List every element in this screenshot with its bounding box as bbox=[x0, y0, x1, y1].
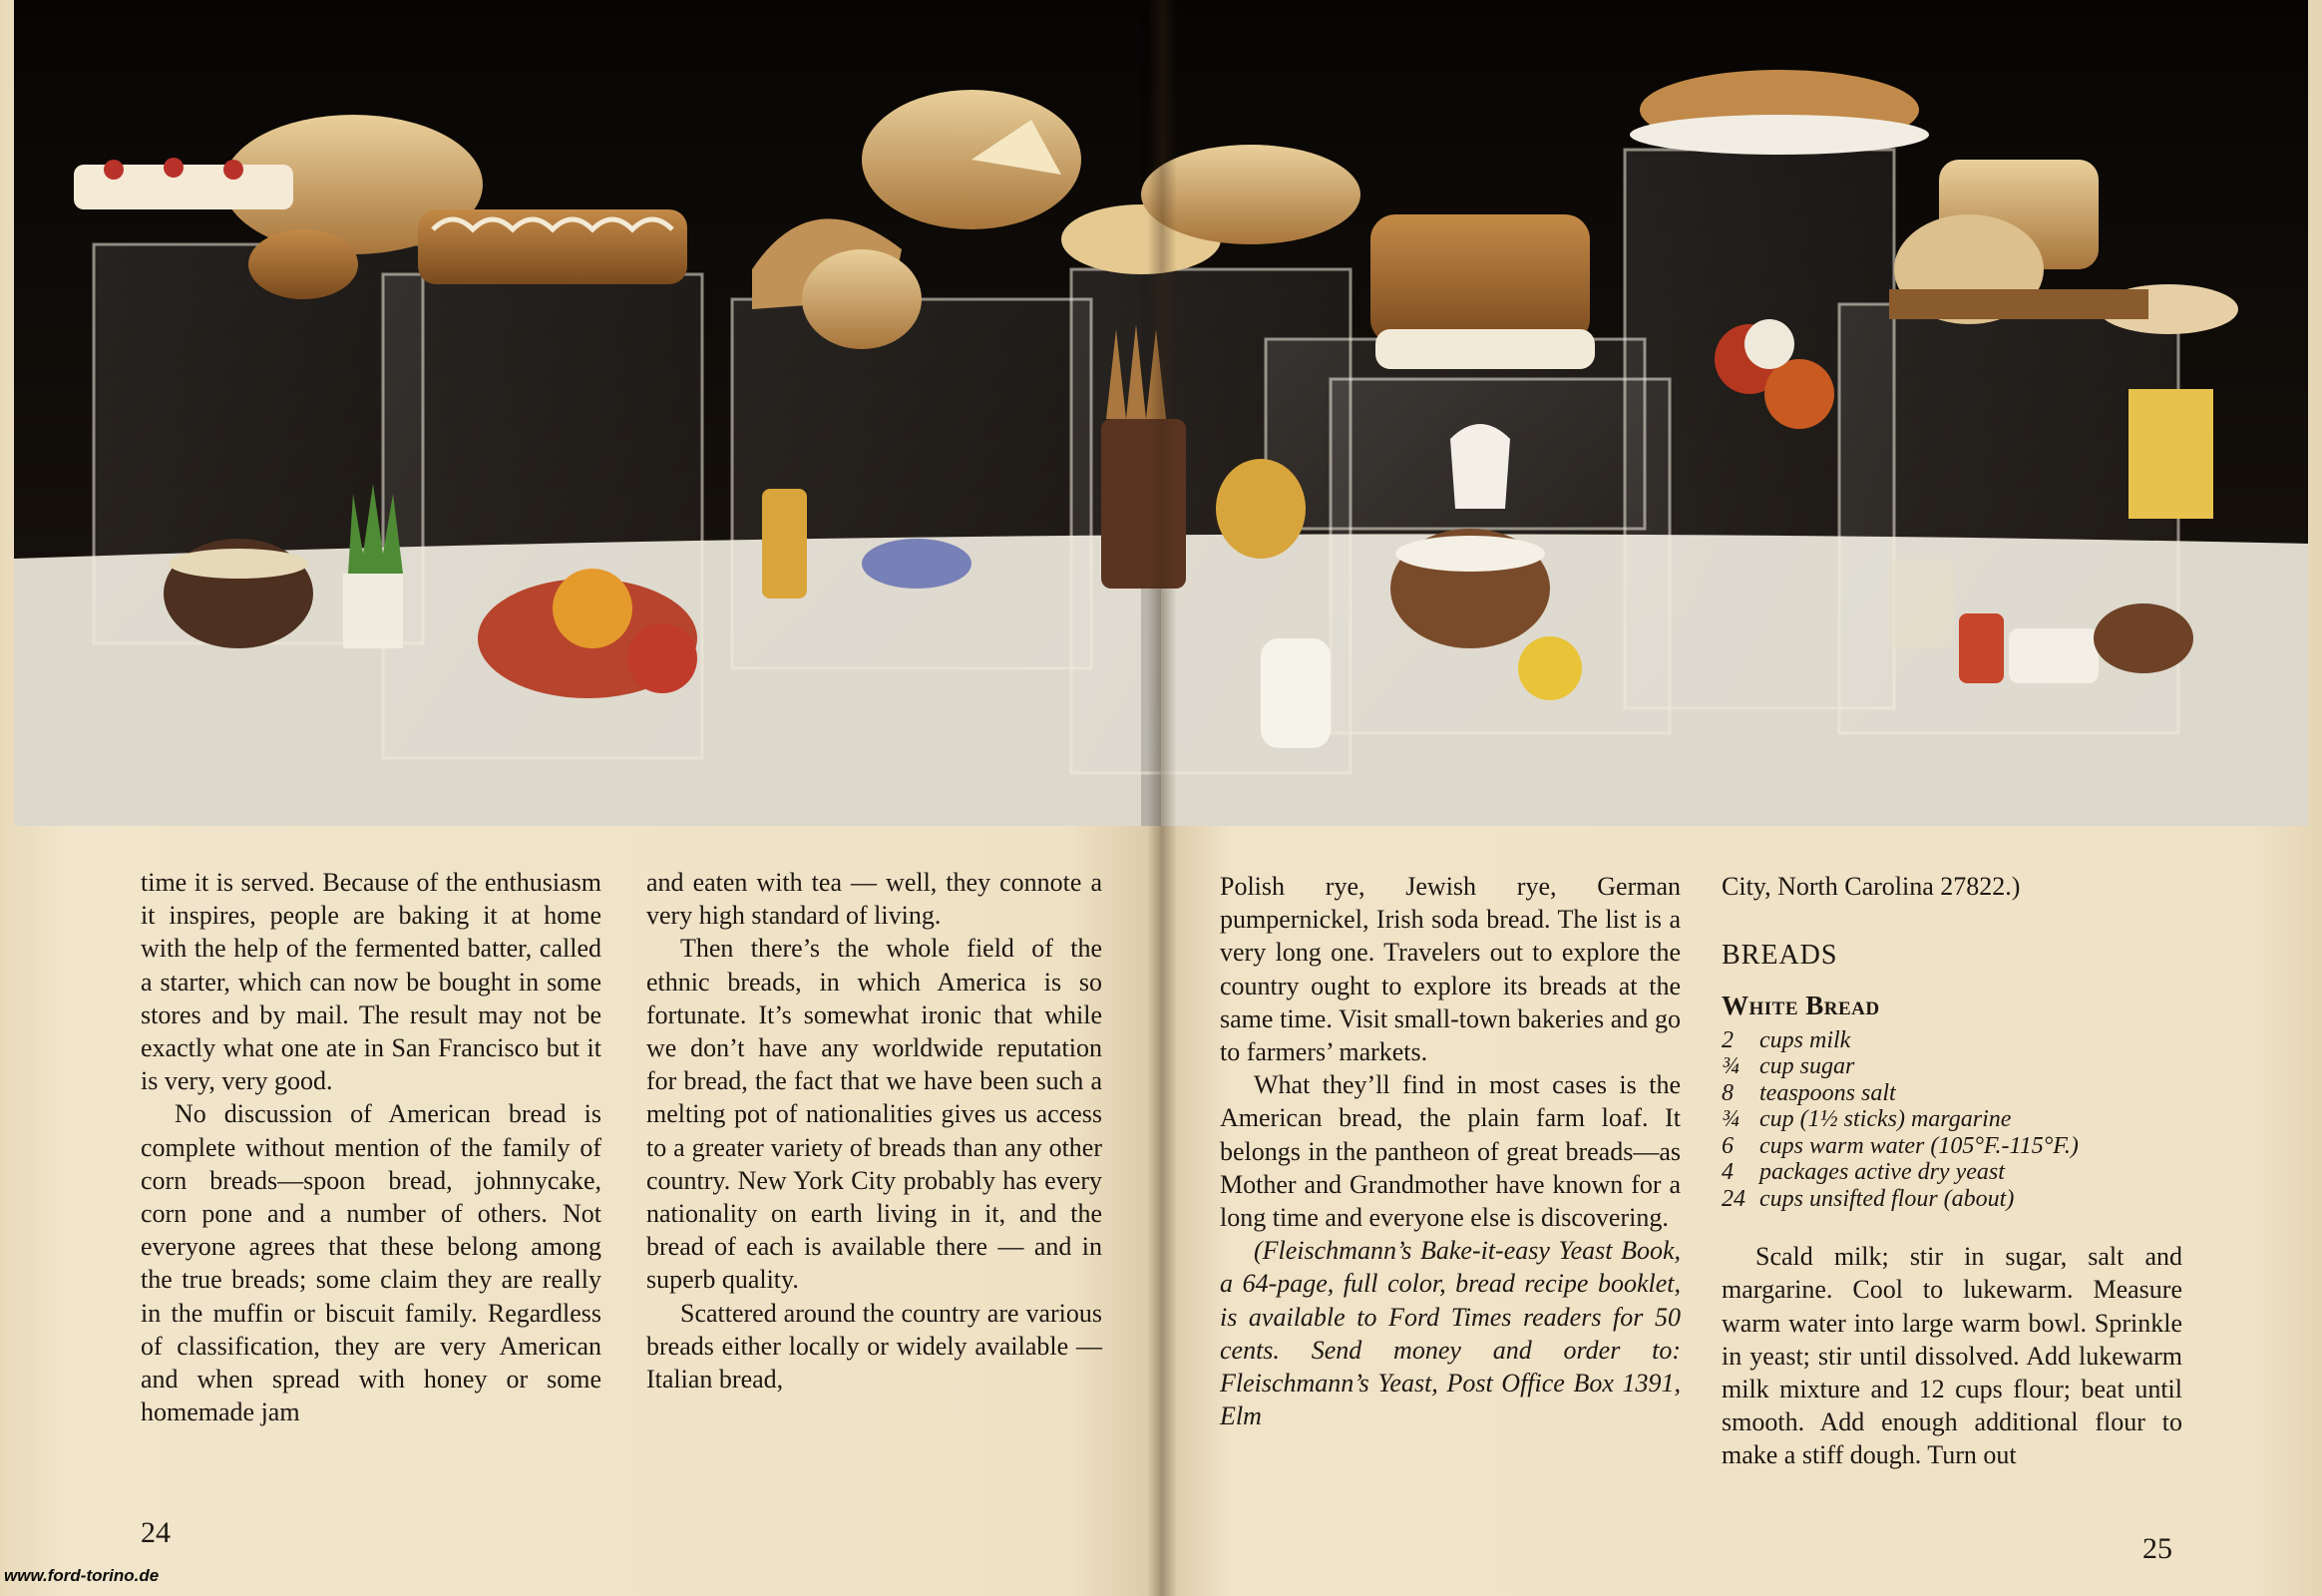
ingredient-item bbox=[1722, 1027, 2182, 1054]
paragraph: and eaten with tea — well, they connote a very high standard of living. bbox=[646, 868, 1102, 931]
ingredient-item bbox=[1722, 1053, 2182, 1080]
ingredient-name: teaspoons salt bbox=[1759, 1079, 1896, 1106]
ingredient-item bbox=[1722, 1133, 2182, 1160]
ingredient-name: cups warm water (105°F.-115°F.) bbox=[1759, 1132, 2079, 1159]
paragraph: No discussion of American bread is complete without mention of the family of corn breads—spoon bread, johnnycake, corn pone and a number of others. Not everyone agrees that these belong among the true breads; some claim they are really in the muffin or biscuit family. Regardless of classification, they are very American and when spread with honey or some homemade jam bbox=[141, 1099, 601, 1427]
right-column-1 bbox=[1220, 870, 1681, 1432]
ingredient-name: cups unsifted flour (about) bbox=[1759, 1185, 2015, 1212]
right-column-2 bbox=[1722, 870, 2182, 1472]
book-gutter bbox=[1147, 0, 1177, 1596]
watermark: www.ford-torino.de bbox=[4, 1566, 160, 1585]
left-column-1 bbox=[141, 866, 601, 1428]
ingredient-qty: 24 bbox=[1722, 1185, 1745, 1212]
ingredient-item bbox=[1722, 1106, 2182, 1133]
ingredient-name: cups milk bbox=[1759, 1026, 1851, 1053]
ingredient-name: packages active dry yeast bbox=[1759, 1159, 2005, 1186]
paragraph: Then there’s the whole field of the ethnic breads, in which America is so fortunate. It’s somewhat ironic that while we don’t have any worldwide reputation for bread, the fact that we have been such a melting pot of nationalities gives us access to a greater variety of breads than any other country. New York City probably has every nationality on earth living in it, and the bread of each is available there — and in superb quality. bbox=[646, 934, 1102, 1295]
ingredient-qty: 6 bbox=[1722, 1132, 1734, 1159]
paragraph: Polish rye, Jewish rye, German pumpernickel, Irish soda bread. The list is a very long one. Travelers out to explore the country ought to explore its breads at the same time. Visit small-town bakeries and go to farmers’ markets. bbox=[1220, 872, 1681, 1067]
recipe-title: White Bread bbox=[1722, 991, 1880, 1021]
ingredient-item bbox=[1722, 1159, 2182, 1186]
page-number-left: 24 bbox=[141, 1516, 171, 1549]
ingredient-qty: ¾ bbox=[1722, 1053, 1740, 1080]
ingredient-name: cup sugar bbox=[1759, 1053, 1855, 1080]
page-number-right: 25 bbox=[2142, 1532, 2172, 1565]
ingredient-qty: 2 bbox=[1722, 1026, 1734, 1053]
ingredient-list bbox=[1722, 1027, 2182, 1213]
ingredient-qty: ¾ bbox=[1722, 1106, 1740, 1133]
ingredient-name: cup (1½ sticks) margarine bbox=[1759, 1106, 2012, 1133]
paragraph: City, North Carolina 27822.) bbox=[1722, 872, 2021, 901]
paragraph: (Fleischmann’s Bake-it-easy Yeast Book, a 64-page, full color, bread recipe booklet, is available to Ford Times readers for 50 cents. Send money and order to: Fleischmann’s Yeast, Post Office Box 1391, Elm bbox=[1220, 1236, 1681, 1431]
paragraph: Scattered around the country are various breads either locally or widely available — Italian bread, bbox=[646, 1298, 1102, 1395]
section-title: BREADS bbox=[1722, 940, 1838, 972]
paragraph: What they’ll find in most cases is the American bread, the plain farm loaf. It belongs in the pantheon of great breads—as Mother and Grandmother have known for a long time and everyone else is discovering. bbox=[1220, 1070, 1681, 1233]
ingredient-qty: 8 bbox=[1722, 1079, 1734, 1106]
left-column-2 bbox=[646, 866, 1102, 1396]
ingredient-qty: 4 bbox=[1722, 1159, 1734, 1186]
ingredient-item bbox=[1722, 1080, 2182, 1107]
ingredient-item bbox=[1722, 1186, 2182, 1213]
recipe-instructions: Scald milk; stir in sugar, salt and margarine. Cool to lukewarm. Measure warm water into large warm bowl. Sprinkle in yeast; stir until dissolved. Add lukewarm milk mixture and 12 cups flour; beat until smooth. Add enough additional flour to make a stiff dough. Turn out bbox=[1722, 1242, 2182, 1470]
paragraph: time it is served. Because of the enthusiasm it inspires, people are baking it at home with the help of the fermented batter, called a starter, which can now be bought in some stores and by mail. The result may not be exactly what one ate in San Francisco but it is very, very good. bbox=[141, 868, 601, 1096]
